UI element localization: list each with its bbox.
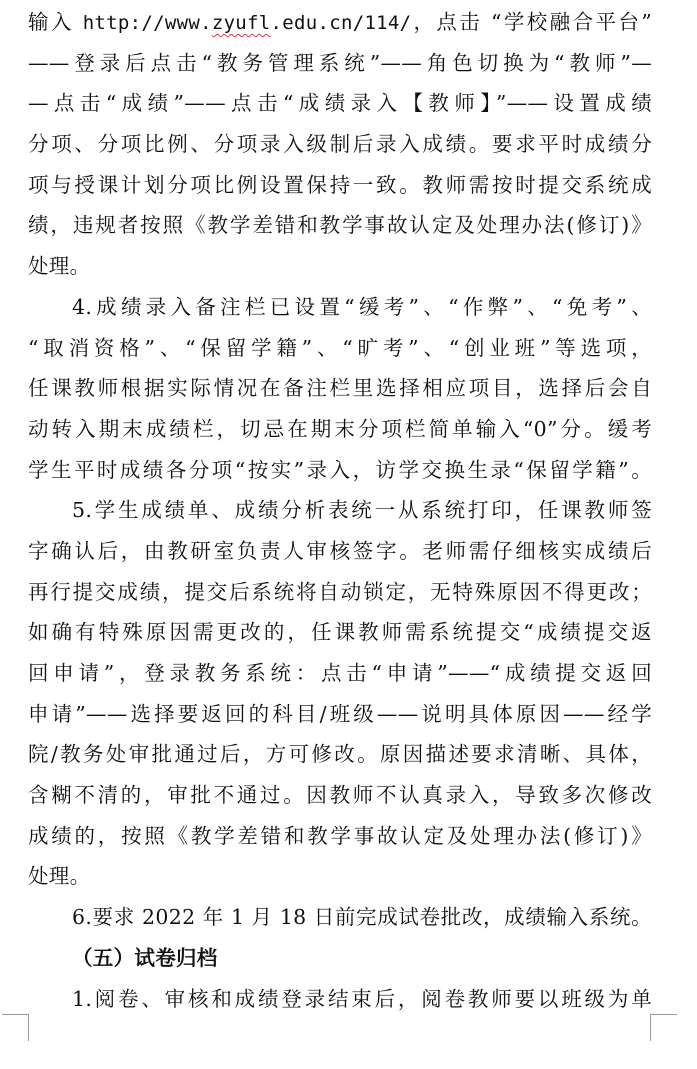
text-line: ——登录后点击“教务管理系统”——角色切换为“教师”— (28, 50, 652, 75)
text-line: 如确有特殊原因需更改的，任课教师需系统提交“成绩提交返 (28, 620, 652, 645)
text-line: 申请”——选择要返回的科目/班级——说明具体原因——经学 (28, 701, 652, 726)
paragraph-item-1: 1.阅卷、审核和成绩登录结束后，阅卷教师要以班级为单 (72, 986, 652, 1011)
text-line: 字确认后，由教研室负责人审核签字。老师需仔细核实成绩后 (28, 538, 652, 563)
text-line: “取消资格”、“保留学籍”、“旷考”、“创业班”等选项， (28, 335, 652, 360)
document-body (28, 2, 652, 1019)
text-line: 含糊不清的，审批不通过。因教师不认真录入，导致多次修改 (28, 783, 652, 808)
text-line: 处理。 (28, 254, 91, 279)
text-line: 院/教务处审批通过后，方可修改。原因描述要求清晰、具体， (28, 742, 652, 767)
section-heading: （五）试卷归档 (72, 945, 218, 970)
text-line: 成绩的，按照《教学差错和教学事故认定及处理办法(修订)》 (28, 823, 652, 848)
paragraph-item-6: 6.要求 2022 年 1 月 18 日前完成试卷批改，成绩输入系统。 (72, 905, 652, 930)
text-line: 回申请”，登录教务系统：点击“申请”——“成绩提交返回 (28, 661, 652, 685)
paragraph-item-4: 4.成绩录入备注栏已设置“缓考”、“作弊”、“免考”、 (72, 294, 652, 319)
text-line: 动转入期末成绩栏，切忌在期末分项栏简单输入“0”分。缓考 (28, 416, 652, 441)
text-line: 再行提交成绩，提交后系统将自动锁定，无特殊原因不得更改； (28, 579, 652, 604)
margin-corner-mark-left (2, 1014, 29, 1041)
spellcheck-flagged-word: zyufl (211, 12, 271, 34)
text-line (28, 2, 652, 43)
text-segment: 输入 (28, 10, 83, 34)
text-segment: ，点击 “学校融合平台” (411, 10, 652, 34)
text-line: 学生平时成绩各分项“按实”录入，访学交换生录“保留学籍”。 (28, 457, 652, 482)
url-part: http://www. (82, 12, 212, 34)
text-line: 项与授课计划分项比例设置保持一致。教师需按时提交系统成 (28, 172, 652, 197)
url-link[interactable] (83, 12, 412, 34)
url-part: .edu.cn/114/ (270, 12, 412, 34)
text-line: —点击“成绩”——点击“成绩录入【教师】”——设置成绩 (28, 91, 652, 116)
paragraph-item-5: 5.学生成绩单、成绩分析表统一从系统打印，任课教师签 (72, 498, 652, 523)
text-line: 分项、分项比例、分项录入级制后录入成绩。要求平时成绩分 (28, 132, 652, 157)
text-line: 任课教师根据实际情况在备注栏里选择相应项目，选择后会自 (28, 376, 652, 401)
text-line: 处理。 (28, 864, 91, 889)
text-line: 绩，违规者按照《教学差错和教学事故认定及处理办法(修订)》 (28, 213, 652, 238)
margin-corner-mark-right (650, 1014, 677, 1041)
